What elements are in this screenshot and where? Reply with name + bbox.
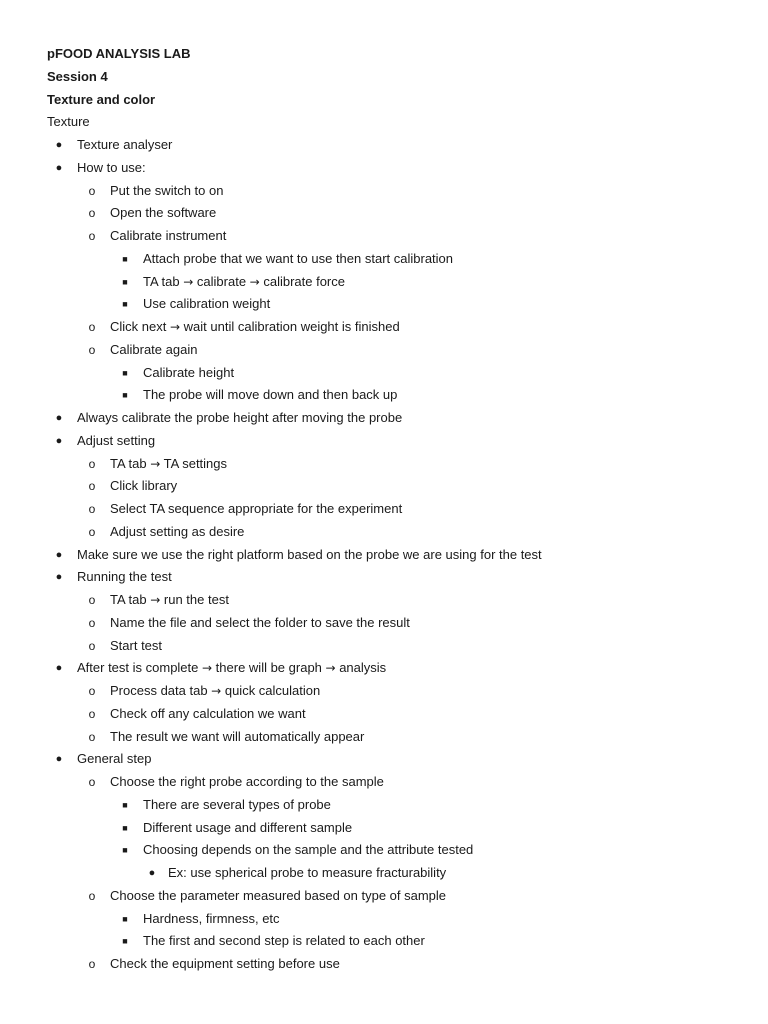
text-segment: The first and second step is related to each other bbox=[143, 933, 425, 949]
bullet-icon: o bbox=[88, 729, 96, 744]
text-segment: Name the file and select the folder to save the result bbox=[110, 614, 410, 630]
text-segment: calibrate force bbox=[259, 273, 345, 289]
text-segment: Make sure we use the right platform based on the probe we are using for the test bbox=[77, 546, 542, 562]
line-text bbox=[110, 635, 162, 657]
bullet-icon: o bbox=[88, 229, 96, 243]
text-segment: Always calibrate the probe height after moving the probe bbox=[77, 410, 403, 425]
list-item bbox=[0, 908, 768, 930]
line-text bbox=[168, 862, 446, 884]
bullet-icon: ● bbox=[55, 548, 63, 561]
text-segment: Running the test bbox=[77, 569, 172, 585]
list-item bbox=[0, 339, 768, 361]
bullet-icon: o bbox=[88, 479, 96, 494]
line-text bbox=[77, 566, 172, 588]
line-text bbox=[143, 248, 453, 270]
bullet-icon: o bbox=[88, 342, 96, 357]
line-text bbox=[110, 589, 229, 611]
text-segment: Click library bbox=[110, 478, 178, 494]
line-text bbox=[110, 498, 402, 520]
text-segment: TA tab bbox=[143, 273, 184, 289]
text-segment: Session 4 bbox=[47, 68, 108, 84]
line-text bbox=[110, 612, 410, 634]
list-item bbox=[0, 748, 768, 770]
line-text bbox=[110, 726, 364, 748]
text-segment: After test is complete bbox=[77, 660, 202, 676]
line-text bbox=[110, 316, 400, 338]
list-item bbox=[0, 862, 768, 884]
arrow-right-icon: → bbox=[150, 456, 161, 471]
line-text bbox=[143, 362, 234, 384]
list-item bbox=[0, 202, 768, 224]
bullet-icon: ■ bbox=[122, 845, 128, 856]
bullet-icon: o bbox=[88, 684, 96, 698]
text-segment: Ex: use spherical probe to measure fracturability bbox=[168, 865, 447, 880]
text-segment: Calibrate again bbox=[110, 341, 198, 357]
text-segment: Choosing depends on the sample and the attribute tested bbox=[143, 842, 474, 858]
line-text bbox=[47, 89, 155, 111]
bullet-icon: ■ bbox=[122, 253, 128, 264]
line-text bbox=[110, 680, 320, 702]
bullet-icon: ■ bbox=[122, 390, 128, 401]
bullet-icon: o bbox=[88, 502, 96, 516]
line-text bbox=[77, 657, 386, 679]
arrow-right-icon: → bbox=[183, 274, 194, 289]
line-text bbox=[143, 271, 345, 293]
list-item bbox=[0, 362, 768, 384]
bullet-icon: o bbox=[88, 957, 96, 971]
line-text bbox=[110, 521, 244, 543]
bullet-icon: o bbox=[88, 638, 96, 653]
line-text bbox=[110, 225, 226, 247]
line-text bbox=[110, 885, 446, 907]
arrow-right-icon: → bbox=[325, 661, 336, 676]
line-text bbox=[143, 908, 280, 930]
line-text bbox=[77, 748, 151, 770]
text-segment: TA tab bbox=[110, 455, 151, 471]
line-text bbox=[110, 953, 340, 975]
text-segment: General step bbox=[77, 751, 152, 767]
arrow-right-icon: → bbox=[249, 274, 260, 289]
bullet-icon: ● bbox=[148, 867, 156, 879]
text-segment: calibrate bbox=[193, 273, 250, 289]
text-segment: quick calculation bbox=[221, 683, 321, 698]
bullet-icon: ■ bbox=[122, 276, 128, 287]
line-text bbox=[143, 817, 352, 839]
line-text bbox=[77, 157, 146, 179]
bullet-icon: ■ bbox=[122, 367, 128, 378]
list-item bbox=[0, 657, 768, 679]
bullet-icon: ● bbox=[55, 161, 63, 174]
list-item bbox=[0, 225, 768, 247]
list-item bbox=[0, 157, 768, 179]
text-segment: Hardness, firmness, etc bbox=[143, 910, 280, 926]
bullet-icon: o bbox=[88, 206, 96, 221]
line-text bbox=[77, 430, 155, 452]
text-segment: Use calibration weight bbox=[143, 296, 271, 312]
line-text bbox=[47, 66, 108, 88]
list-item bbox=[0, 703, 768, 725]
bullet-icon: ■ bbox=[122, 936, 128, 947]
list-item bbox=[0, 407, 768, 429]
text-segment: run the test bbox=[160, 592, 229, 607]
text-segment: Open the software bbox=[110, 205, 217, 221]
text-segment: Adjust setting bbox=[77, 432, 156, 448]
text-segment: Texture and color bbox=[47, 91, 156, 107]
text-segment: How to use: bbox=[77, 159, 146, 175]
text-segment: Texture analyser bbox=[77, 137, 173, 152]
list-item bbox=[0, 589, 768, 611]
heading-line bbox=[0, 89, 768, 111]
text-segment: analysis bbox=[335, 660, 387, 676]
line-text bbox=[110, 771, 384, 793]
text-segment: Check off any calculation we want bbox=[110, 705, 306, 721]
line-text bbox=[143, 293, 270, 315]
line-text bbox=[77, 544, 542, 566]
line-text bbox=[47, 111, 90, 133]
list-item bbox=[0, 134, 768, 156]
line-text bbox=[110, 202, 216, 224]
text-segment: Different usage and different sample bbox=[143, 819, 353, 835]
bullet-icon: o bbox=[88, 456, 96, 471]
text-segment: Calibrate height bbox=[143, 364, 235, 380]
bullet-icon: ■ bbox=[122, 913, 128, 924]
heading-line bbox=[0, 43, 768, 65]
list-item bbox=[0, 612, 768, 634]
text-segment: wait until calibration weight is finished bbox=[180, 319, 400, 334]
list-item bbox=[0, 635, 768, 657]
list-item bbox=[0, 248, 768, 270]
text-segment: there will be graph bbox=[212, 660, 326, 676]
heading-line bbox=[0, 111, 768, 133]
line-text bbox=[110, 453, 227, 475]
bullet-icon: ■ bbox=[122, 822, 128, 833]
list-item bbox=[0, 817, 768, 839]
text-segment: Click next bbox=[110, 319, 170, 334]
list-item bbox=[0, 726, 768, 748]
bullet-icon: o bbox=[88, 320, 96, 334]
text-segment: Check the equipment setting before use bbox=[110, 956, 340, 971]
arrow-right-icon: → bbox=[150, 593, 161, 607]
bullet-icon: ● bbox=[55, 139, 63, 151]
line-text bbox=[47, 43, 191, 65]
text-segment: Choose the parameter measured based on type of sample bbox=[110, 887, 447, 903]
list-item bbox=[0, 293, 768, 315]
list-item bbox=[0, 953, 768, 975]
text-segment: Attach probe that we want to use then start calibration bbox=[143, 250, 454, 266]
text-segment: Start test bbox=[110, 637, 163, 653]
list-item bbox=[0, 498, 768, 520]
arrow-right-icon: → bbox=[211, 684, 222, 698]
list-item bbox=[0, 180, 768, 202]
text-segment: The probe will move down and then back up bbox=[143, 387, 398, 403]
bullet-icon: o bbox=[88, 524, 96, 539]
line-text bbox=[77, 407, 402, 429]
bullet-icon: ■ bbox=[122, 799, 128, 810]
list-item bbox=[0, 544, 768, 566]
list-item bbox=[0, 771, 768, 793]
list-item bbox=[0, 839, 768, 861]
text-segment: Adjust setting as desire bbox=[110, 523, 245, 539]
text-segment: Process data tab bbox=[110, 683, 212, 698]
bullet-icon: o bbox=[88, 183, 96, 198]
text-segment: Put the switch to on bbox=[110, 182, 224, 198]
list-item bbox=[0, 384, 768, 406]
line-text bbox=[110, 180, 223, 202]
text-segment: Select TA sequence appropriate for the experiment bbox=[110, 501, 403, 516]
line-text bbox=[143, 930, 425, 952]
bullet-icon: o bbox=[88, 706, 96, 721]
text-segment: There are several types of probe bbox=[143, 796, 331, 812]
line-text bbox=[110, 475, 177, 497]
text-segment: TA settings bbox=[160, 455, 228, 471]
text-segment: pFOOD ANALYSIS LAB bbox=[47, 46, 191, 61]
bullet-icon: ■ bbox=[122, 299, 128, 310]
list-item bbox=[0, 430, 768, 452]
list-item bbox=[0, 271, 768, 293]
bullet-icon: ● bbox=[55, 434, 63, 447]
line-text bbox=[110, 703, 306, 725]
list-item bbox=[0, 566, 768, 588]
arrow-right-icon: → bbox=[202, 661, 213, 676]
list-item bbox=[0, 475, 768, 497]
bullet-icon: ● bbox=[55, 571, 63, 584]
line-text bbox=[143, 794, 331, 816]
line-text bbox=[77, 134, 172, 156]
bullet-icon: o bbox=[88, 888, 96, 903]
list-item bbox=[0, 521, 768, 543]
bullet-icon: o bbox=[88, 593, 96, 607]
list-item bbox=[0, 794, 768, 816]
text-segment: TA tab bbox=[110, 592, 151, 607]
list-item bbox=[0, 885, 768, 907]
heading-line bbox=[0, 66, 768, 88]
text-segment: Choose the right probe according to the sample bbox=[110, 774, 384, 789]
text-segment: The result we want will automatically appear bbox=[110, 728, 365, 744]
list-item bbox=[0, 453, 768, 475]
bullet-icon: o bbox=[88, 775, 96, 789]
text-segment: Texture bbox=[47, 114, 90, 130]
line-text bbox=[110, 339, 197, 361]
bullet-icon: ● bbox=[55, 662, 63, 675]
list-item bbox=[0, 930, 768, 952]
line-text bbox=[143, 839, 473, 861]
text-segment: Calibrate instrument bbox=[110, 228, 227, 243]
arrow-right-icon: → bbox=[169, 320, 181, 334]
bullet-icon: ● bbox=[55, 412, 63, 424]
list-item bbox=[0, 316, 768, 338]
bullet-icon: o bbox=[88, 615, 96, 630]
line-text bbox=[143, 384, 397, 406]
bullet-icon: ● bbox=[55, 753, 63, 766]
list-item bbox=[0, 680, 768, 702]
